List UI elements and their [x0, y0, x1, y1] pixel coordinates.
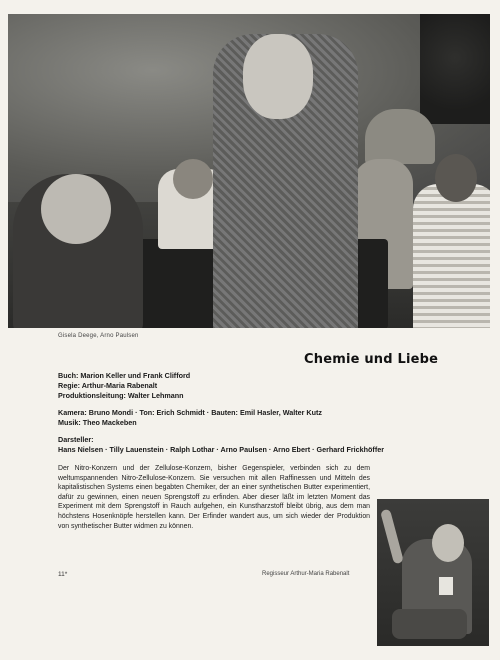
cast-label: Darsteller:	[58, 435, 94, 444]
credit-musik: Musik: Theo Mackeben	[58, 418, 137, 427]
credits-block	[58, 371, 478, 455]
credit-regie: Regie: Arthur-Maria Rabenalt	[58, 381, 158, 390]
credit-produktion: Produktionsleitung: Walter Lehmann	[58, 391, 184, 400]
synopsis-text: Der Nitro-Konzern und der Zellulose-Konzern, bisher Gegenspieler, verbinden sich zu dem weltumspannenden Nitro-Zellulose-Konzern. Sie versuchen mit allen Raffinessen und Mitteln des kapitalistischen Systems einen begabten Chemiker, der an einer synthetischen Butter experimentiert, dafür zu gewinnen, einen neuen Sprengstoff zu erfinden. Aber dieser läßt im letzten Moment das Experiment mit dem Sprengstoff in Rauch aufgehen, ein Kunstharzstoff bleibt übrig, aus dem man höchstens Hosenknöpfe herstellen kann. Der Erfinder wandert aus, um sich wieder der Produktion von synthetischer Butter widmen zu können.	[58, 465, 370, 530]
director-photo-caption: Regisseur Arthur-Maria Rabenalt	[262, 571, 350, 577]
cast-list: Hans Nielsen · Tilly Lauenstein · Ralph Lothar · Arno Paulsen · Arno Ebert · Gerhard Frickhöffer	[58, 445, 385, 454]
photo-caption: Gisela Deege, Arno Paulsen	[58, 333, 139, 339]
film-title: Chemie und Liebe	[304, 352, 439, 367]
credit-buch: Buch: Marion Keller und Frank Clifford	[58, 371, 191, 380]
director-photo	[377, 499, 489, 646]
film-still-photo	[8, 14, 490, 328]
credit-kamera: Kamera: Bruno Mondi · Ton: Erich Schmidt · Bauten: Emil Hasler, Walter Kutz	[58, 408, 322, 417]
page-number: 11*	[58, 571, 68, 578]
